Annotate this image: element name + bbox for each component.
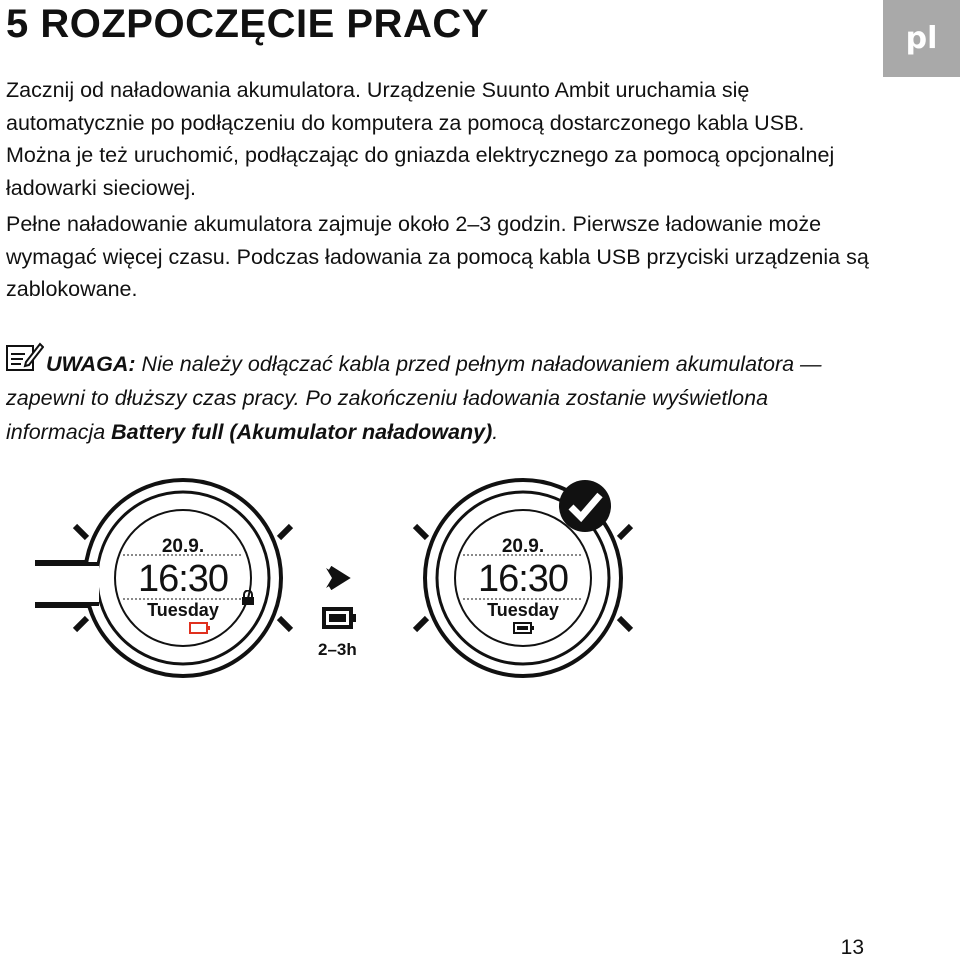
intro-paragraph: Zacznij od naładowania akumulatora. Urządzenie Suunto Ambit uruchamia się automatycznie po podłączeniu do komputera za pomocą dostarczonego kabla USB. Można je też uruchomić, podłączając do gniazda elektrycznego za pomocą opcjonalnej ładowarki sieciowej. [6,78,835,200]
lock-icon [241,590,255,606]
check-badge-icon [557,478,613,534]
battery-icon [322,606,358,630]
arrow-right-icon [322,566,356,590]
section-heading: 5 ROZPOCZĘCIE PRACY [6,2,489,46]
charging-paragraph: Pełne naładowanie akumulatora zajmuje około 2–3 godzin. Pierwsze ładowanie może wymagać więcej czasu. Podczas ładowania za pomocą kabla USB przyciski urządzenia są zablokowane. [6,212,869,301]
watch-day: Tuesday [487,600,559,620]
note-label: UWAGA: [46,352,136,376]
note-end: . [492,420,499,444]
charge-duration: 2–3h [318,640,357,659]
language-tab: pl [883,0,960,77]
watch-charging [35,478,335,718]
watch-charged [395,478,695,718]
page-number: 13 [840,936,864,959]
watch-day: Tuesday [147,600,219,620]
watch-date: 20.9. [161,536,205,557]
watch-time: 16:30 [137,558,229,600]
watch-time: 16:30 [477,558,569,600]
battery-icon [513,622,535,634]
watch-date: 20.9. [501,536,545,557]
note-text: Nie należy odłączać kabla przed pełnym naładowaniem akumulatora — zapewni to dłuższy czas pracy. Po zakończeniu ładowania zostanie wyświetlona informacja [6,352,822,444]
note-paragraph [6,347,872,449]
watch-screen [83,478,283,678]
note-highlight: Battery full (Akumulator naładowany) [111,420,493,444]
battery-low-icon [189,622,211,634]
